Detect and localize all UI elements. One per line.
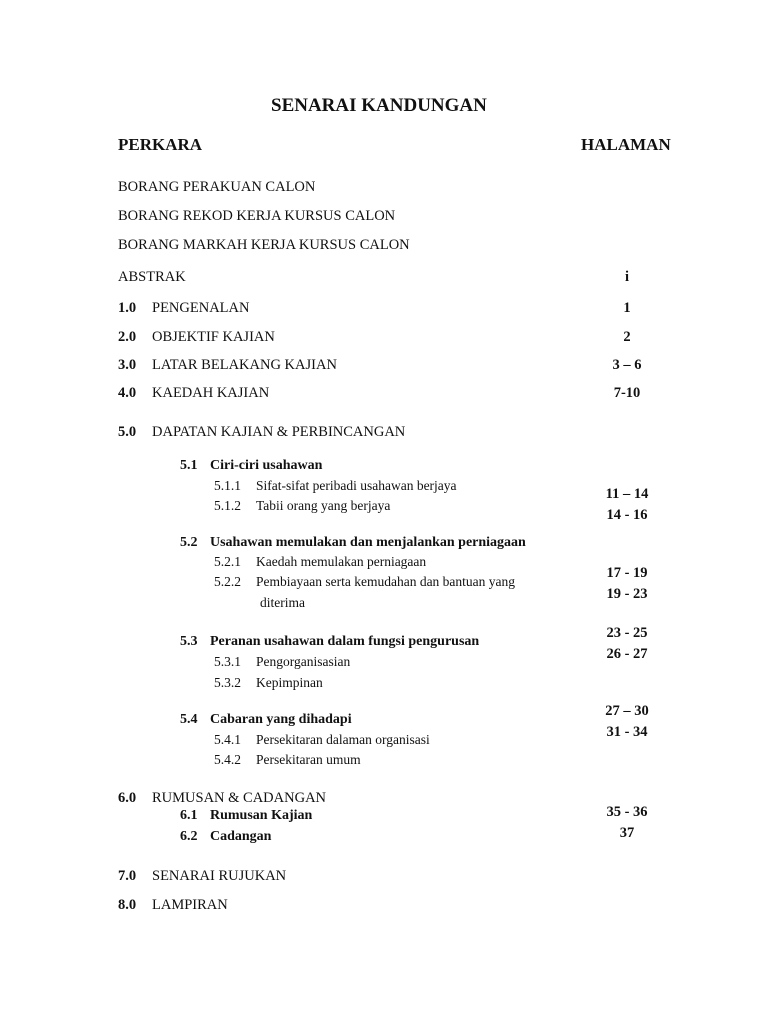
item-num-5-1-1: 5.1.1 <box>214 478 241 493</box>
page-5-3-1: 23 - 25 <box>606 625 648 641</box>
toc-borang-rekod: BORANG REKOD KERJA KURSUS CALON <box>118 208 396 224</box>
section-num-5-3: 5.3 <box>180 634 198 649</box>
section-title-6-2: Cadangan <box>210 829 272 844</box>
toc-borang-perakuan: BORANG PERAKUAN CALON <box>118 179 316 195</box>
section-num-5-1: 5.1 <box>180 458 198 473</box>
section-title-5-4: Cabaran yang dihadapi <box>210 712 352 727</box>
page-chapter-2: 2 <box>623 329 631 345</box>
chapter-num-6: 6.0 <box>118 790 137 806</box>
item-num-5-1-2: 5.1.2 <box>214 498 241 513</box>
chapter-title-1: PENGENALAN <box>152 300 250 316</box>
chapter-title-5: DAPATAN KAJIAN & PERBINCANGAN <box>152 424 406 440</box>
section-title-5-1: Ciri-ciri usahawan <box>210 458 323 473</box>
chapter-num-4: 4.0 <box>118 385 137 401</box>
chapter-title-6: RUMUSAN & CADANGAN <box>152 790 327 806</box>
page-5-4-2: 31 - 34 <box>606 724 648 740</box>
chapter-num-1: 1.0 <box>118 300 137 316</box>
item-title-5-1-2: Tabii orang yang berjaya <box>256 498 391 513</box>
chapter-num-2: 2.0 <box>118 329 137 345</box>
chapter-num-8: 8.0 <box>118 897 137 913</box>
toc-abstrak: ABSTRAK <box>118 269 186 285</box>
chapter-num-7: 7.0 <box>118 868 137 884</box>
item-num-5-2-2: 5.2.2 <box>214 574 241 589</box>
chapter-num-3: 3.0 <box>118 357 137 373</box>
toc-borang-markah: BORANG MARKAH KERJA KURSUS CALON <box>118 237 410 253</box>
page-6-1: 35 - 36 <box>606 804 648 820</box>
page-5-2-2: 19 - 23 <box>606 586 648 602</box>
item-num-5-3-2: 5.3.2 <box>214 675 241 690</box>
section-num-5-4: 5.4 <box>180 712 198 727</box>
section-title-5-2: Usahawan memulakan dan menjalankan perniagaan <box>210 535 526 550</box>
chapter-title-4: KAEDAH KAJIAN <box>152 385 270 401</box>
page-5-4-1: 27 – 30 <box>605 703 649 719</box>
page-chapter-1: 1 <box>623 300 631 316</box>
item-title-5-2-2: Pembiayaan serta kemudahan dan bantuan yang <box>256 574 516 589</box>
item-title-5-1-1: Sifat-sifat peribadi usahawan berjaya <box>256 478 457 493</box>
chapter-num-5: 5.0 <box>118 424 137 440</box>
section-title-5-3: Peranan usahawan dalam fungsi pengurusan <box>210 634 480 649</box>
section-num-5-2: 5.2 <box>180 535 198 550</box>
page-5-1-2: 14 - 16 <box>606 507 648 523</box>
page-title: SENARAI KANDUNGAN <box>271 95 487 116</box>
section-num-6-1: 6.1 <box>180 808 198 823</box>
item-title-5-3-1: Pengorganisasian <box>256 654 351 669</box>
page-5-3-2: 26 - 27 <box>606 646 648 662</box>
item-num-5-4-1: 5.4.1 <box>214 732 241 747</box>
page-5-2-1: 17 - 19 <box>606 565 648 581</box>
page-chapter-4: 7-10 <box>613 385 641 401</box>
header-halaman: HALAMAN <box>581 135 671 154</box>
item-num-5-3-1: 5.3.1 <box>214 654 241 669</box>
chapter-title-2: OBJEKTIF KAJIAN <box>152 329 275 345</box>
item-title-5-2-1: Kaedah memulakan perniagaan <box>256 554 427 569</box>
chapter-title-3: LATAR BELAKANG KAJIAN <box>152 357 337 373</box>
item-title-5-2-2-cont: diterima <box>260 595 305 610</box>
item-num-5-2-1: 5.2.1 <box>214 554 241 569</box>
item-title-5-4-2: Persekitaran umum <box>256 752 361 767</box>
page-5-1-1: 11 – 14 <box>605 486 649 502</box>
item-num-5-4-2: 5.4.2 <box>214 752 241 767</box>
item-title-5-3-2: Kepimpinan <box>256 675 323 690</box>
header-perkara: PERKARA <box>118 135 203 154</box>
chapter-title-7: SENARAI RUJUKAN <box>152 868 287 884</box>
page-abstrak: i <box>624 269 630 285</box>
page-chapter-3: 3 – 6 <box>612 357 642 373</box>
chapter-title-8: LAMPIRAN <box>152 897 228 913</box>
section-title-6-1: Rumusan Kajian <box>210 808 313 823</box>
page-6-2: 37 <box>619 825 635 841</box>
section-num-6-2: 6.2 <box>180 829 198 844</box>
item-title-5-4-1: Persekitaran dalaman organisasi <box>256 732 430 747</box>
